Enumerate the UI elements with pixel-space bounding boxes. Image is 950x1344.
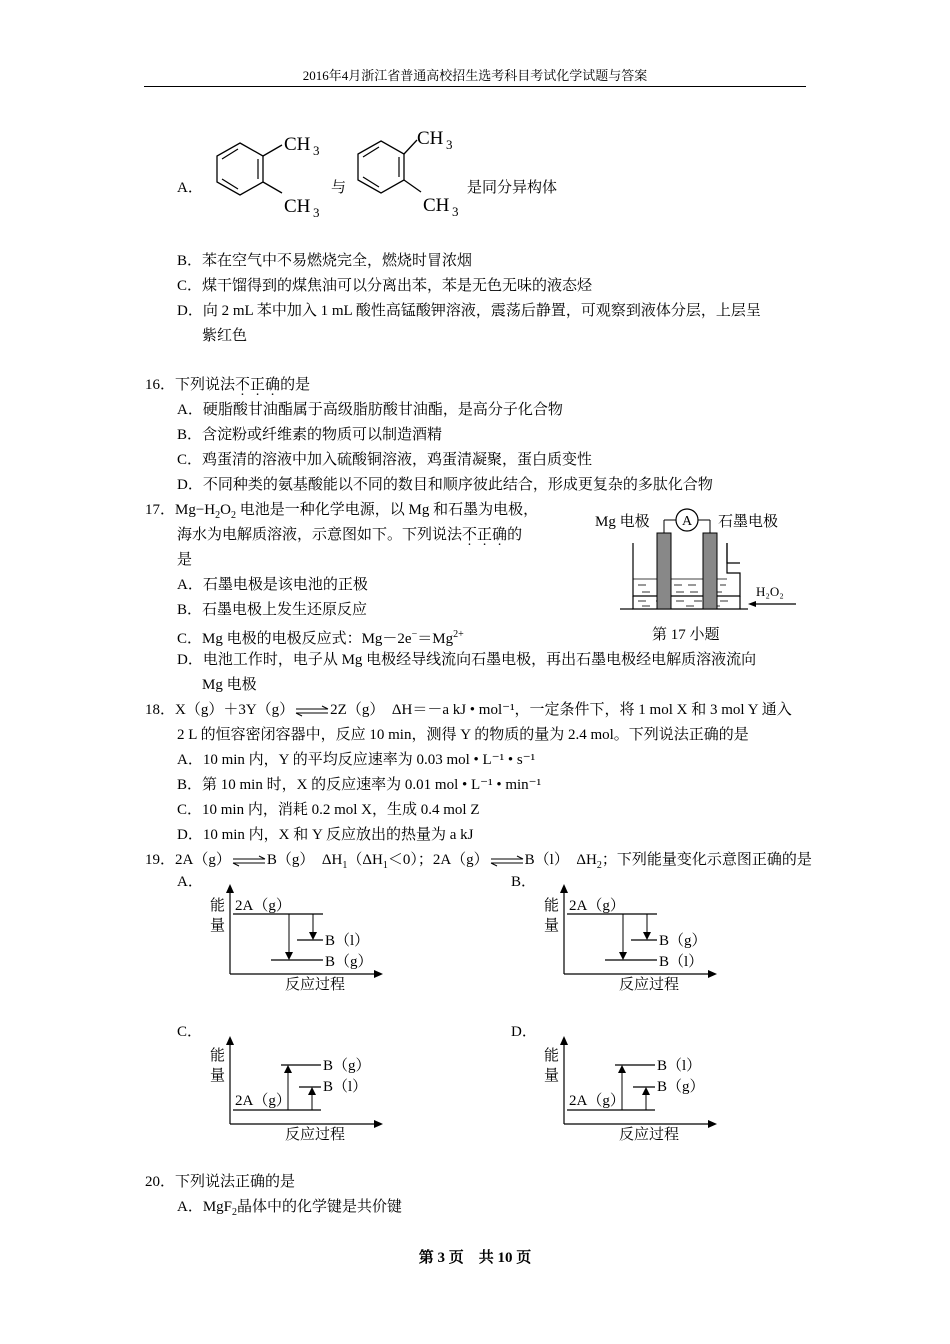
- battery-diagram: [590, 503, 805, 645]
- emphasis-char: 正: [477, 527, 493, 543]
- svg-text:反应过程: 反应过程: [619, 977, 680, 993]
- q15-option-d: D．向 2 mL 苯中加入 1 mL 酸性高锰酸钾溶液，震荡后静置，可观察到液体分层，上层呈: [177, 303, 761, 319]
- q15-option-c: C．煤干馏得到的煤焦油可以分离出苯，苯是无色无味的液态烃: [177, 278, 593, 294]
- q18-option-a: A．10 min 内，Y 的平均反应速率为 0.03 mol • L⁻¹ • s⁻¹: [177, 752, 536, 768]
- q17-stem-line1: 17．$Mg-H_2O_2$ 电池是一种化学电源，以 Mg 和石墨为电极，: [145, 502, 539, 521]
- figure-caption: 第 17 小题: [652, 627, 720, 643]
- emphasis-char: 确: [265, 377, 281, 393]
- methyl-subscript: 3: [313, 205, 320, 220]
- svg-text:反应过程: 反应过程: [619, 1127, 680, 1143]
- svg-text:B（g）: B（g）: [659, 933, 707, 949]
- svg-text:B（g）: B（g）: [325, 954, 373, 970]
- q19-option-d-label: D．: [511, 1024, 537, 1040]
- energy-diagram-b: [539, 882, 719, 994]
- graphite-electrode: [703, 533, 717, 609]
- svg-text:B（l）: B（l）: [657, 1058, 702, 1074]
- svg-text:2A（g）: 2A（g）: [235, 1093, 291, 1109]
- svg-text:B（g）: B（g）: [657, 1079, 705, 1095]
- svg-text:量: 量: [210, 1068, 226, 1084]
- q15-option-a-tail: 是同分异构体: [467, 180, 558, 196]
- q18-option-c: C．10 min 内，消耗 0.2 mol X，生成 0.4 mol Z: [177, 802, 480, 818]
- q19-stem: 19．2A（g） B（g） $\Delta H_1(\Delta H_1<0)$；2A（g） B（l） $\Delta H_2$；下列能量变化示意图正确的是: [145, 852, 812, 871]
- q17-option-d-cont: Mg 电极: [202, 677, 257, 693]
- methyl-subscript: 3: [313, 143, 320, 158]
- q18-option-d: D．10 min 内，X 和 Y 反应放出的热量为 a kJ: [177, 827, 474, 843]
- q20-stem: 20．下列说法正确的是: [145, 1174, 296, 1190]
- q17-option-d: D．电池工作时，电子从 Mg 电极经导线流向石墨电极，再出石墨电极经电解质溶液流向: [177, 652, 757, 668]
- q15-option-b: B．苯在空气中不易燃烧完全，燃烧时冒浓烟: [177, 253, 473, 269]
- emphasis-char: 正: [250, 377, 266, 393]
- o-xylene-structure-alt: [341, 120, 471, 220]
- q17-option-a: A．石墨电极是该电池的正极: [177, 577, 368, 593]
- q15-join-word: 与: [331, 180, 347, 196]
- q19-option-b-label: B．: [511, 874, 537, 890]
- ammeter-label: A: [681, 514, 693, 529]
- svg-text:量: 量: [210, 918, 226, 934]
- svg-text:B（l）: B（l）: [659, 954, 704, 970]
- header-rule: [144, 86, 806, 87]
- methyl-label: CH: [284, 196, 311, 217]
- emphasis-char: 确: [492, 527, 508, 543]
- q18-stem-line1: 18．X（g）＋3Y（g） 2Z（g） ΔH＝－a kJ • mol⁻¹，一定条件下，将 1 mol X 和 3 mol Y 通入: [145, 702, 792, 718]
- mg-electrode: [657, 533, 671, 609]
- svg-text:能: 能: [544, 1048, 560, 1064]
- svg-text:反应过程: 反应过程: [285, 977, 346, 993]
- q17-option-c: C．Mg 电极的电极反应式：$Mg-2e^-=Mg^{2+}$: [177, 629, 464, 647]
- q18-option-b: B．第 10 min 时，X 的反应速率为 0.01 mol • L⁻¹ • min⁻¹: [177, 777, 542, 793]
- svg-text:能: 能: [210, 898, 226, 914]
- svg-text:2A（g）: 2A（g）: [569, 1093, 625, 1109]
- energy-diagram-c: [205, 1034, 385, 1146]
- methyl-subscript: 3: [446, 137, 453, 152]
- svg-text:2A（g）: 2A（g）: [569, 898, 625, 914]
- energy-diagram-a: [205, 882, 385, 994]
- emphasis-char: 不: [235, 377, 251, 393]
- q15-option-d-cont: 紫红色: [202, 328, 248, 344]
- graphite-electrode-label: 石墨电极: [718, 514, 779, 530]
- svg-text:B（l）: B（l）: [325, 933, 370, 949]
- q16-option-c: C．鸡蛋清的溶液中加入硫酸铜溶液，鸡蛋清凝聚，蛋白质变性: [177, 452, 593, 468]
- q17-stem-line3: 是: [177, 552, 193, 568]
- emphasis-char: 不: [462, 527, 478, 543]
- energy-diagram-d: [539, 1034, 719, 1146]
- methyl-subscript: 3: [452, 204, 459, 219]
- page-header: 2016年4月浙江省普通高校招生选考科目考试化学试题与答案: [302, 68, 648, 83]
- q16-option-b: B．含淀粉或纤维素的物质可以制造酒精: [177, 427, 443, 443]
- q17-stem-line2: 海水为电解质溶液，示意图如下。下列说法不正确的: [177, 527, 523, 543]
- o-xylene-structure: [200, 126, 330, 221]
- svg-text:B（l）: B（l）: [323, 1079, 368, 1095]
- q17-option-b: B．石墨电极上发生还原反应: [177, 602, 368, 618]
- svg-text:2A（g）: 2A（g）: [235, 898, 291, 914]
- page-footer: 第 3 页 共 10 页: [418, 1250, 532, 1266]
- svg-text:能: 能: [210, 1048, 226, 1064]
- q16-stem: 16．下列说法不正确的是: [145, 377, 311, 393]
- q20-option-a: A．MgF$_2$晶体中的化学键是共价键: [177, 1199, 403, 1218]
- inflow-arrow-icon: [748, 601, 756, 607]
- equilibrium-arrow-icon: [294, 705, 330, 717]
- q16-option-a: A．硬脂酸甘油酯属于高级脂肪酸甘油酯，是高分子化合物: [177, 402, 563, 418]
- q18-stem-line2: 2 L 的恒容密闭容器中，反应 10 min，测得 Y 的物质的量为 2.4 mol。下列说法正确的是: [177, 727, 749, 743]
- mg-electrode-label: Mg 电极: [595, 514, 650, 530]
- q19-option-a-label: A．: [177, 874, 203, 890]
- q19-option-c-label: C．: [177, 1024, 203, 1040]
- methyl-label: CH: [417, 128, 444, 149]
- q15-option-a-label: A．: [177, 180, 203, 196]
- svg-text:B（g）: B（g）: [323, 1058, 371, 1074]
- methyl-label: CH: [284, 134, 311, 155]
- svg-text:量: 量: [544, 1068, 560, 1084]
- svg-text:反应过程: 反应过程: [285, 1127, 346, 1143]
- equilibrium-arrow-icon: [489, 855, 525, 867]
- q16-option-d: D．不同种类的氨基酸能以不同的数目和顺序彼此结合，形成更复杂的多肽化合物: [177, 477, 713, 493]
- equilibrium-arrow-icon: [231, 855, 267, 867]
- svg-text:量: 量: [544, 918, 560, 934]
- methyl-label: CH: [423, 195, 450, 216]
- h2o2-label: H₂O₂: [756, 584, 784, 599]
- svg-text:能: 能: [544, 898, 560, 914]
